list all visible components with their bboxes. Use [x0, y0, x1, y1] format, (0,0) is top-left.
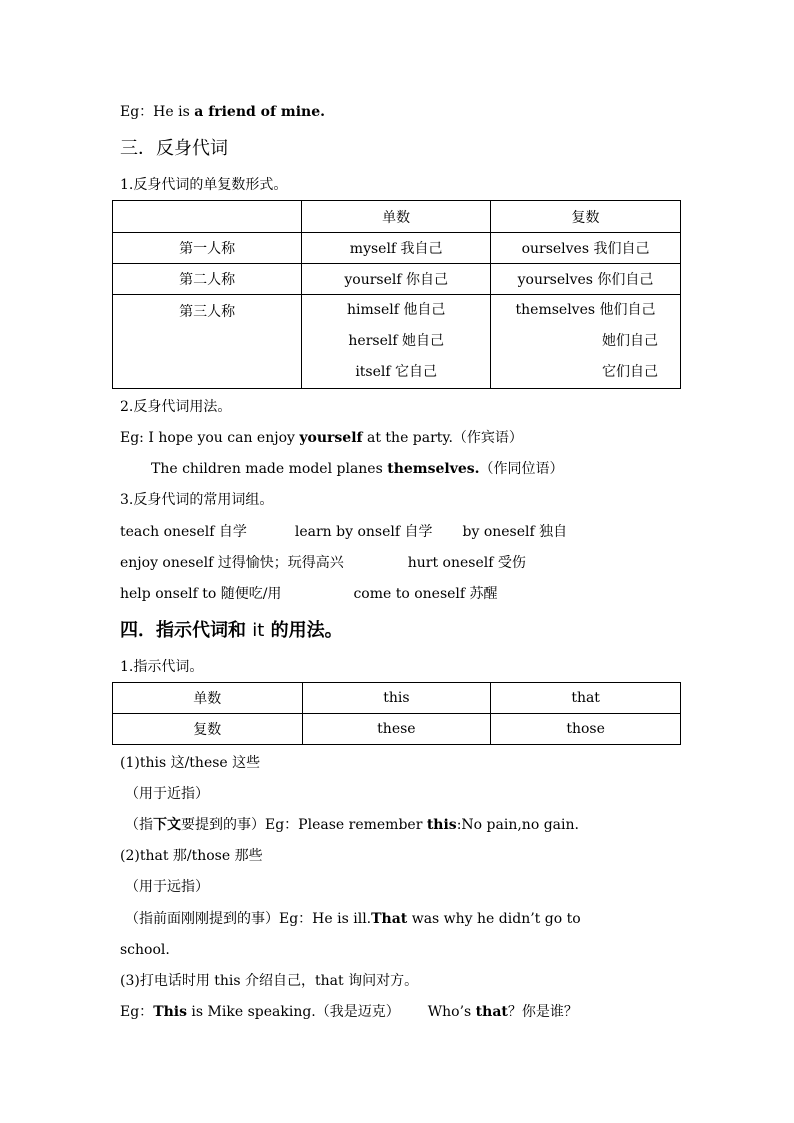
example-appositive [151, 459, 564, 479]
table-header-row [113, 201, 681, 233]
example-text: Eg： [120, 1004, 154, 1020]
subheading-forms: 1.反身代词的单复数形式。 [120, 177, 288, 193]
table-row-label: 第二人称 [113, 264, 302, 295]
paragraph-telephone: (3)打电话时用 this 介绍自己，that 询问对方。 [120, 973, 419, 989]
table-cell-multiline [302, 295, 491, 389]
paragraph-continuation: school. [120, 942, 170, 958]
example-telephone [120, 1002, 578, 1022]
demonstrative-pronoun-table [112, 682, 681, 745]
paragraph-this-these: (1)this 这/these 这些 [120, 755, 261, 771]
paragraph-bold-text: 下文 [153, 817, 181, 833]
phrase: come to oneself 苏醒 [353, 586, 498, 602]
example-bold-text: a friend of mine. [194, 104, 325, 120]
example-bold-text: that [475, 1004, 508, 1020]
table-row [113, 683, 681, 714]
phrase: teach oneself 自学 [120, 524, 247, 540]
table-cell-multiline [491, 295, 681, 389]
table-cell: that [491, 683, 681, 714]
paragraph-text: （指 [125, 817, 153, 833]
example-bold-text: This [153, 1004, 187, 1020]
paragraph-bold-text: That [371, 911, 408, 927]
example-friend-of-mine [120, 102, 325, 122]
paragraph-text: （指前面刚刚提到的事）Eg：He is ill. [125, 911, 372, 927]
phrase-row [120, 584, 498, 604]
section-heading-reflexive-pronouns: 三．反身代词 [120, 138, 228, 159]
paragraph-text: was why he didn’t go to [407, 911, 581, 927]
table-row [113, 233, 681, 264]
table-cell: this [302, 683, 491, 714]
example-text: at the party.（作宾语） [362, 430, 523, 446]
phrase: learn by onself 自学 [294, 524, 433, 540]
table-cell-line: herself 她自己 [348, 333, 444, 349]
paragraph-text: 要提到的事）Eg：Please remember [181, 817, 427, 833]
table-row-label: 复数 [113, 714, 303, 745]
table-row-label: 第三人称 [113, 295, 302, 389]
example-bold-text: themselves. [387, 461, 480, 477]
table-row [113, 714, 681, 745]
phrase-row [120, 522, 567, 542]
example-object [120, 428, 523, 448]
table-cell: these [302, 714, 491, 745]
example-text: Eg: I hope you can enjoy [120, 430, 300, 446]
example-text: is Mike speaking.（我是迈克） [186, 1004, 400, 1020]
phrase: hurt oneself 受伤 [407, 555, 526, 571]
example-text: （作同位语） [479, 461, 564, 477]
paragraph-that-example [125, 909, 581, 929]
reflexive-pronoun-table [112, 200, 681, 389]
heading-text: 的用法。 [264, 620, 343, 641]
phrase-row [120, 553, 526, 573]
example-text: Eg：He is [120, 104, 195, 120]
table-row [113, 264, 681, 295]
table-row-label: 单数 [113, 683, 303, 714]
table-cell: yourself 你自己 [302, 264, 491, 295]
table-cell-line: 她们自己 [602, 333, 658, 349]
subheading-phrases: 3.反身代词的常用词组。 [120, 492, 274, 508]
example-bold-text: yourself [299, 430, 363, 446]
section-heading-demonstrative-pronouns [120, 619, 343, 643]
paragraph-near: （用于近指） [125, 786, 209, 802]
heading-text-it: it [252, 620, 265, 641]
table-cell: yourselves 你们自己 [491, 264, 681, 295]
paragraph-that-those: (2)that 那/those 那些 [120, 848, 263, 864]
phrase: enjoy oneself 过得愉快；玩得高兴 [120, 555, 344, 571]
example-text: The children made model planes [151, 461, 388, 477]
subheading-demonstratives: 1.指示代词。 [120, 659, 204, 675]
table-header-cell: 复数 [491, 201, 681, 233]
table-row-label: 第一人称 [113, 233, 302, 264]
example-text: ？你是谁？ [507, 1004, 578, 1020]
heading-text: 四．指示代词和 [120, 620, 253, 641]
table-cell: those [491, 714, 681, 745]
paragraph-far: （用于远指） [125, 879, 209, 895]
phrase: by oneself 独自 [462, 524, 568, 540]
table-header-cell: 单数 [302, 201, 491, 233]
subheading-usage: 2.反身代词用法。 [120, 399, 232, 415]
table-row [113, 295, 681, 389]
table-cell-line: itself 它自己 [355, 364, 438, 380]
paragraph-this-example [125, 815, 579, 835]
phrase: help onself to 随便吃/用 [120, 586, 282, 602]
table-header-cell-empty [113, 201, 302, 233]
example-text: Who’s [427, 1004, 476, 1020]
table-cell: myself 我自己 [302, 233, 491, 264]
table-cell-line: himself 他自己 [347, 302, 446, 318]
table-cell: ourselves 我们自己 [491, 233, 681, 264]
table-cell-line: 它们自己 [602, 364, 658, 380]
paragraph-bold-text: this [426, 817, 457, 833]
table-cell-line: themselves 他们自己 [515, 302, 656, 318]
paragraph-text: :No pain,no gain. [456, 817, 579, 833]
